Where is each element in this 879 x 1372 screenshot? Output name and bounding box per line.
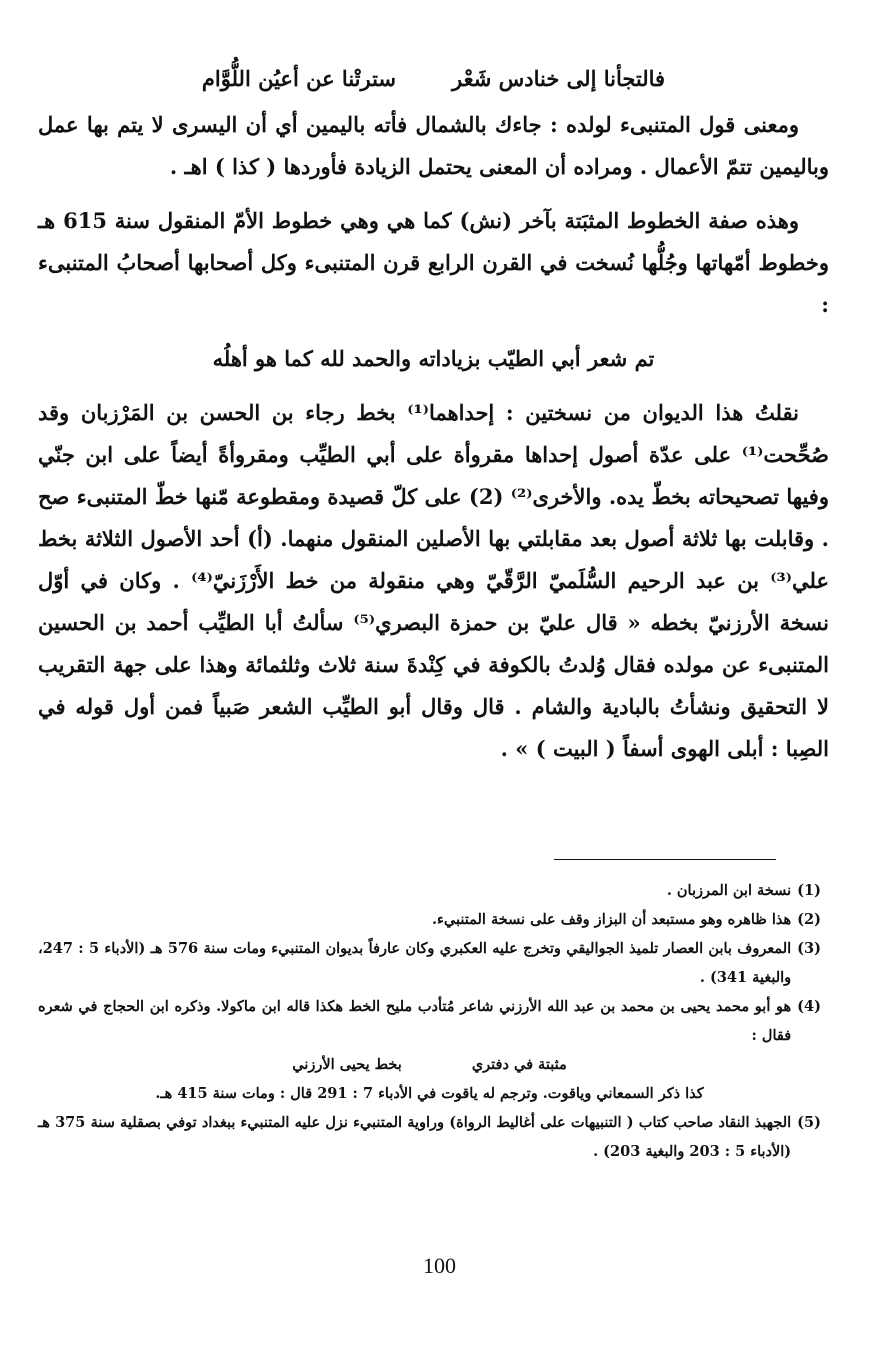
footnote-poem-verse bbox=[38, 1050, 821, 1079]
footnote-number: (1) bbox=[797, 882, 821, 899]
footnote bbox=[38, 992, 821, 1050]
paragraph-manuscript-description: وهذه صفة الخطوط المثبَتة بآخر (نش) كما هي وهي خطوط الأمّ المنقول سنة 615 هـ وخطوط أمّهاتها وجُلُّها نُسخت في القرن الرابع قرن المتنبىء وكل أصحابها أصحابُ المتنبىء : bbox=[38, 208, 829, 317]
footnote bbox=[38, 905, 821, 934]
paragraph-transmission: نقلتُ هذا الديوان من نسختين : إحداهما⁽¹⁾ بخط رجاء بن الحسن بن المَرْزبان وقد صُحِّحت⁽¹⁾ على عدّة أصول إحداها مقروأة على أبي الطيِّب ومقروأةً أيضاً على ابن جنّي وفيها تصحيحاته بخطّ يده. والأخرى⁽²⁾ (2) على كلّ قصيدة ومقطوعة مّنها خطّ المتنبىء صح . وقابلت بها ثلاثة أصول بعد مقابلتي بها الأصلين المنقول منهما. (أ) أحد الأصول الثلاثة بخط علي⁽³⁾ بن عبد الرحيم السُّلَميّ الرَّقّيّ وهي منقولة من خط الأَرْزَنيّ⁽⁴⁾ . وكان في أوّل نسخة الأرزنيّ بخطه « قال عليّ بن حمزة البصري⁽⁵⁾ سألتُ أبا الطيِّب أحمد بن الحسين المتنبىء عن مولده فقال وُلدتُ بالكوفة في كِنْدةَ سنة ثلاث وثلثمائة وهذا على جهة التقريب لا التحقيق ونشأتُ بالبادية والشام . قال وقال أبو الطيِّب الشعر صَبياً فمن أول قوله في الصِبا : أبلى الهوى أسفاً ( البيت ) » . bbox=[38, 400, 829, 761]
footnote-text: هو أبو محمد يحيى بن محمد بن عبد الله الأرزني شاعر مُتأدب مليح الخط هكذا قاله ابن ماكولا. وذكره ابن الحجاج في شعره فقال : bbox=[38, 998, 792, 1044]
centered-closing-line: تم شعر أبي الطيّب بزياداته والحمد لله كما هو أهلُه bbox=[212, 346, 655, 371]
footnote bbox=[38, 1108, 821, 1166]
footnotes bbox=[38, 876, 821, 1166]
footnote-text: الجهبذ النقاد صاحب كتاب ( التنبيهات على أغاليط الرواة) وراوية المتنبيء نزل عليه المتنبيء ببغداد توفي بصقلية سنة 375 هـ (الأدباء 5 : 203 والبغية 203) . bbox=[38, 1114, 792, 1160]
footnote bbox=[38, 876, 821, 905]
footnote-continuation: كذا ذكر السمعاني وياقوت. وترجم له ياقوت في الأدباء 7 : 291 قال : ومات سنة 415 هـ. bbox=[155, 1085, 704, 1102]
footnote-divider bbox=[554, 859, 776, 860]
footnote-number: (5) bbox=[797, 1114, 821, 1131]
footnote-text: هذا ظاهره وهو مستبعد أن البزاز وقف على نسخة المتنبيء. bbox=[432, 911, 792, 928]
verse-hemistich-right: فالتجأنا إلى خنادس شَعْر bbox=[452, 66, 666, 91]
footnote-verse-right: مثبتة في دفتري bbox=[471, 1056, 567, 1073]
footnote-number: (3) bbox=[797, 940, 821, 957]
poem-verse bbox=[38, 58, 829, 100]
footnote-number: (4) bbox=[797, 998, 821, 1015]
footnote-verse-left: بخط يحيى الأرزني bbox=[292, 1056, 402, 1073]
page-number: 100 bbox=[423, 1253, 456, 1278]
paragraph-meaning: ومعنى قول المتنبىء لولده : جاءك بالشمال فأته باليمين أي أن اليسرى لا يتم بها عمل وباليمين تتمّ الأعمال . ومراده أن المعنى يحتمل الزيادة فأوردها ( كذا ) اهـ . bbox=[38, 112, 829, 179]
verse-hemistich-left: سترتْنا عن أعيُن اللُّوَّام bbox=[201, 66, 397, 91]
footnote-number: (2) bbox=[797, 911, 821, 928]
footnote-text: المعروف بابن العصار تلميذ الجواليقي وتخرج عليه العكبري وكان عارفاً بديوان المتنبيء ومات سنة 576 هـ (الأدباء 5 : 247، والبغية 341) . bbox=[38, 940, 792, 986]
main-text bbox=[38, 58, 829, 782]
footnote bbox=[38, 934, 821, 992]
footnote-text: نسخة ابن المرزبان . bbox=[666, 882, 792, 899]
